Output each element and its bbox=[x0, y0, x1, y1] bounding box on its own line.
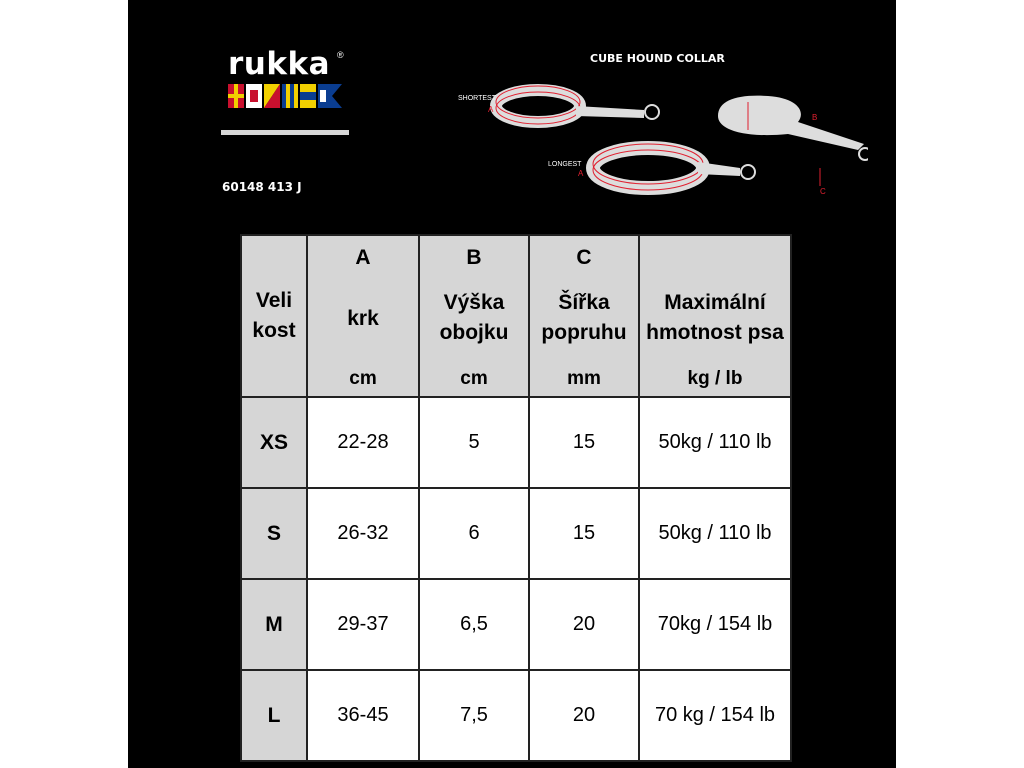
registered-mark: ® bbox=[337, 50, 344, 60]
size-chart-panel bbox=[128, 0, 896, 768]
cell-b: 6 bbox=[419, 488, 529, 579]
cell-size: S bbox=[241, 488, 307, 579]
cell-c: 20 bbox=[529, 579, 639, 670]
label-longest: LONGEST bbox=[548, 161, 582, 168]
header-col-b bbox=[419, 235, 529, 397]
cell-a: 36-45 bbox=[307, 670, 419, 761]
header-size bbox=[241, 235, 307, 397]
header-unit: cm bbox=[460, 368, 488, 389]
header-name-line2: hmotnost psa bbox=[646, 321, 784, 344]
header-name-line2: popruhu bbox=[541, 321, 627, 344]
cell-c: 15 bbox=[529, 488, 639, 579]
header-name: krk bbox=[347, 307, 379, 330]
signal-flags-logo bbox=[228, 84, 342, 108]
product-code: 60148 413 J bbox=[222, 180, 302, 194]
header-name-line1: Maximální bbox=[664, 291, 766, 314]
cell-size: M bbox=[241, 579, 307, 670]
header-name bbox=[420, 288, 528, 348]
cell-b: 6,5 bbox=[419, 579, 529, 670]
header-col-a bbox=[307, 235, 419, 397]
cell-a: 22-28 bbox=[307, 397, 419, 488]
table-row bbox=[241, 579, 791, 670]
cell-max-weight: 50kg / 110 lb bbox=[639, 488, 791, 579]
header-name bbox=[530, 288, 638, 348]
header-unit: mm bbox=[567, 368, 601, 389]
label-a-top: A bbox=[488, 105, 494, 114]
cell-a: 29-37 bbox=[307, 579, 419, 670]
table-row bbox=[241, 670, 791, 761]
header-letter: C bbox=[576, 246, 592, 269]
cell-max-weight: 70kg / 154 lb bbox=[639, 579, 791, 670]
size-table bbox=[240, 234, 792, 762]
header-unit: cm bbox=[349, 368, 377, 389]
cell-b: 5 bbox=[419, 397, 529, 488]
cell-c: 20 bbox=[529, 670, 639, 761]
cell-a: 26-32 bbox=[307, 488, 419, 579]
collar-diagram-labels bbox=[448, 76, 868, 206]
header-col-c bbox=[529, 235, 639, 397]
brand-logo-text: rukka bbox=[228, 46, 331, 82]
cell-max-weight: 50kg / 110 lb bbox=[639, 397, 791, 488]
header-name-line1: Šířka bbox=[558, 291, 610, 314]
table-row bbox=[241, 397, 791, 488]
header-size-line2: kost bbox=[252, 319, 296, 342]
header-size-line1: Veli bbox=[255, 289, 293, 312]
header-name-line2: obojku bbox=[439, 321, 509, 344]
cell-size: L bbox=[241, 670, 307, 761]
label-b: B bbox=[812, 113, 818, 122]
cell-max-weight: 70 kg / 154 lb bbox=[639, 670, 791, 761]
header-unit: kg / lb bbox=[687, 368, 743, 389]
header-name-line1: Výška bbox=[443, 291, 505, 314]
label-a-bottom: A bbox=[578, 169, 584, 178]
cell-b: 7,5 bbox=[419, 670, 529, 761]
header-col-max-weight bbox=[639, 235, 791, 397]
label-shortest: SHORTEST bbox=[458, 95, 496, 102]
header-letter: B bbox=[466, 246, 482, 269]
logo-divider bbox=[221, 130, 349, 135]
header-letter: A bbox=[355, 246, 371, 269]
table-header-row bbox=[241, 235, 791, 397]
cell-size: XS bbox=[241, 397, 307, 488]
table-row bbox=[241, 488, 791, 579]
cell-c: 15 bbox=[529, 397, 639, 488]
label-c: C bbox=[820, 187, 826, 196]
product-title: CUBE HOUND COLLAR bbox=[590, 52, 725, 65]
header-name bbox=[640, 288, 790, 348]
